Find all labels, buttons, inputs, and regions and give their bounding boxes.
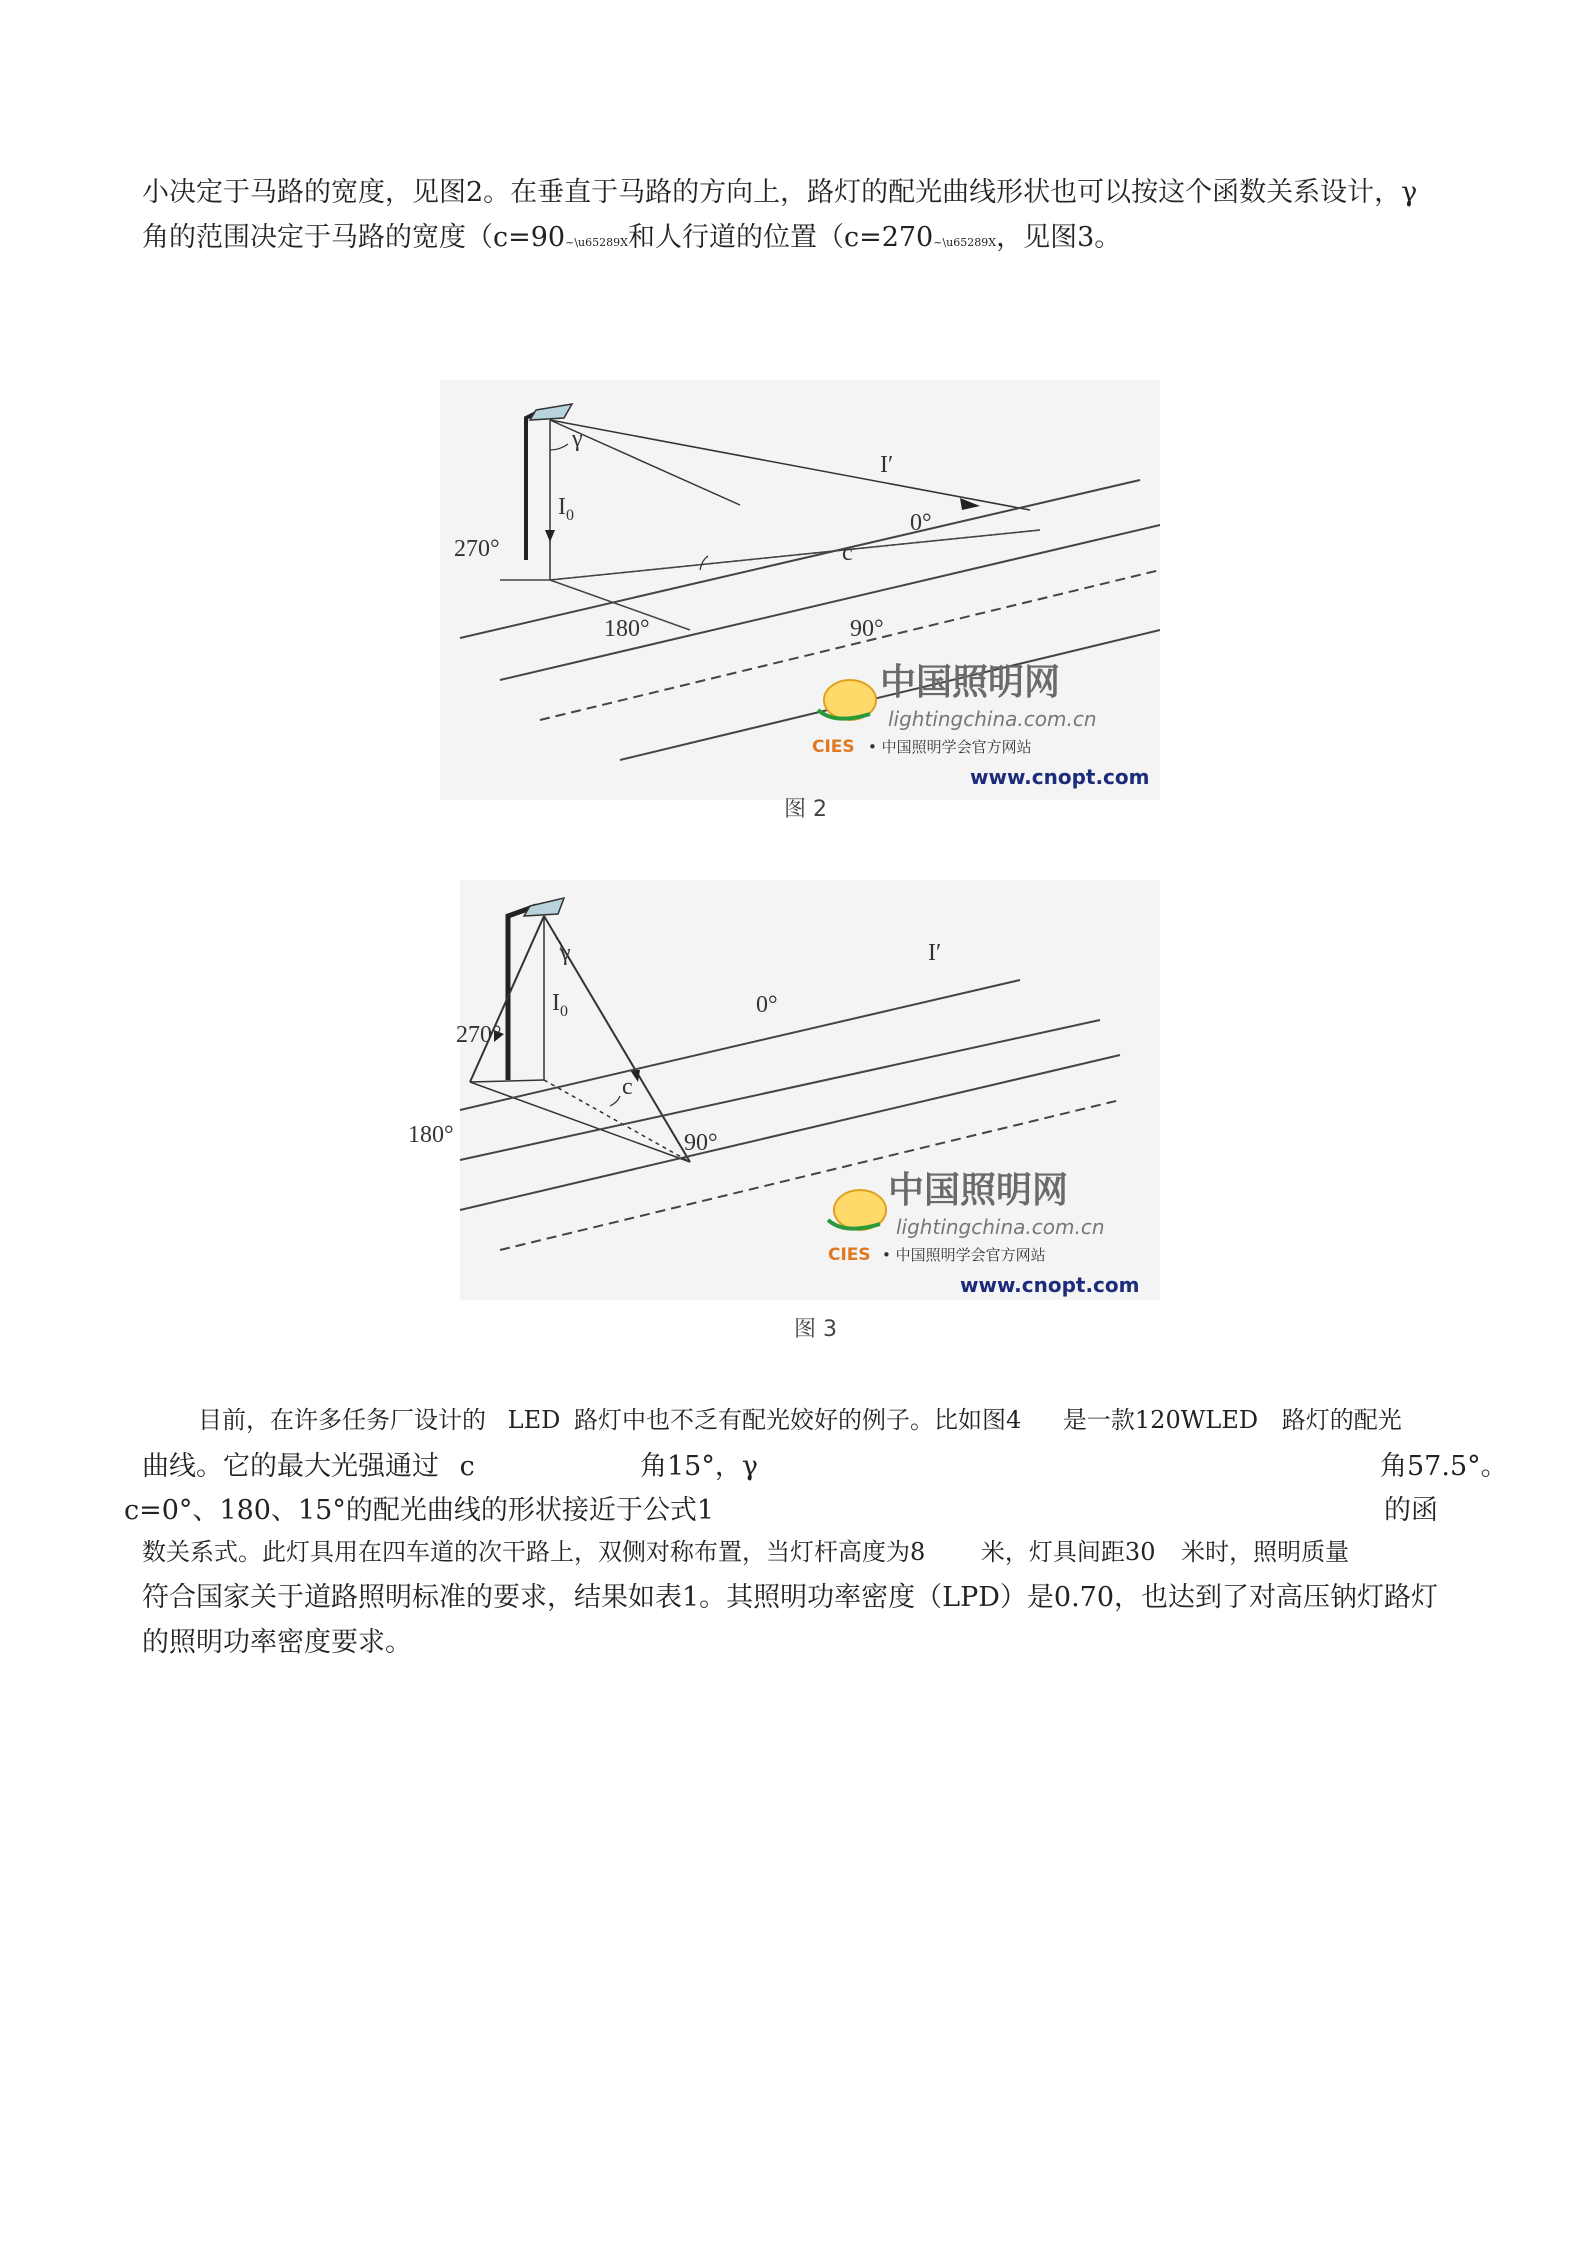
logo-url-text: lightingchina.com.cn: [888, 707, 1097, 731]
body-line-1-e: 路灯的配光: [1281, 1406, 1402, 1434]
body-line-2-d: 角57.5°。: [1380, 1451, 1508, 1482]
body-line-5: 符合国家关于道路照明标准的要求，结果如表1。其照明功率密度（LPD）是0.70，也达到了对高压钠灯路灯: [142, 1582, 1439, 1613]
logo-cies-text: CIES: [828, 1245, 871, 1265]
logo-cn-text: 中国照明网: [888, 1170, 1069, 1211]
body-line-4: [142, 1532, 1349, 1567]
label-i-prime: I′: [928, 940, 942, 966]
figure-3-diagram: [408, 880, 1160, 1300]
label-180-deg: 180°: [408, 1122, 454, 1148]
logo-sub-text: • 中国照明学会官方网站: [882, 1246, 1046, 1264]
body-line-3-b: 的函: [1384, 1495, 1438, 1526]
body-line-4-b: 米，灯具间距30: [980, 1538, 1156, 1566]
intro-line-2-code-2: ~\u65289X: [933, 236, 997, 249]
logo-cn-text: 中国照明网: [880, 662, 1061, 703]
intro-line-2-part-c: 和人行道的位置（c=270: [627, 222, 934, 253]
intro-line-1: 小决定于马路的宽度，见图2。在垂直于马路的方向上，路灯的配光曲线形状也可以按这个函数关系设计，γ: [142, 177, 1418, 208]
body-line-6: 的照明功率密度要求。: [142, 1627, 412, 1658]
intro-line-2-part-a: 角的范围决定于马路的宽度（c=90: [142, 222, 566, 253]
logo-sub-text: • 中国照明学会官方网站: [868, 738, 1032, 756]
body-line-4-a: 数关系式。此灯具用在四车道的次干路上，双侧对称布置，当灯杆高度为8: [142, 1538, 926, 1566]
label-180-deg: 180°: [604, 616, 650, 642]
body-line-2: [142, 1444, 475, 1483]
body-line-1-d: 是一款120WLED: [1062, 1406, 1259, 1434]
intro-line-2-code-1: ~\u65289X: [565, 236, 628, 249]
label-c: c: [622, 1074, 633, 1100]
label-90-deg: 90°: [850, 616, 884, 642]
intro-line-2: [142, 215, 1121, 254]
label-i-prime: I′: [880, 452, 894, 478]
logo-cies-text: CIES: [812, 737, 855, 757]
logo-www-text: www.cnopt.com: [970, 765, 1150, 789]
logo-www-text: www.cnopt.com: [960, 1273, 1140, 1297]
label-270-deg: 270°: [454, 536, 500, 562]
body-line-2-a: 曲线。它的最大光强通过: [142, 1451, 439, 1482]
figure-3: [408, 880, 1160, 1300]
figure-2: [440, 380, 1160, 800]
label-90-deg: 90°: [684, 1130, 718, 1156]
label-0-deg: 0°: [756, 992, 778, 1018]
figure-3-caption: 图 3: [794, 1317, 837, 1342]
body-line-2-b: c: [459, 1451, 475, 1482]
body-line-2-c: 角15°，γ: [640, 1451, 758, 1482]
body-line-1-c: 路灯中也不乏有配光姣好的例子。比如图4: [573, 1406, 1022, 1434]
body-line-1: [198, 1400, 1402, 1435]
label-gamma: γ: [572, 426, 583, 452]
body-line-4-c: 米时，照明质量: [1181, 1538, 1350, 1566]
figure-2-caption: 图 2: [784, 797, 827, 822]
label-i0: $I_0$: [552, 990, 568, 1020]
label-0-deg: 0°: [910, 510, 932, 536]
body-line-3-a: c=0°、180、15°的配光曲线的形状接近于公式1: [124, 1495, 714, 1526]
body-line-1-b: LED: [507, 1406, 561, 1434]
label-i0: $I_0$: [558, 494, 574, 524]
logo-url-text: lightingchina.com.cn: [896, 1215, 1105, 1239]
label-gamma: γ: [560, 940, 571, 966]
label-c: c: [842, 540, 853, 566]
figure-2-diagram: [440, 380, 1160, 800]
label-270-deg: 270°: [456, 1022, 502, 1048]
intro-line-2-part-e: ，见图3。: [996, 222, 1122, 253]
body-line-1-a: 目前，在许多任务厂设计的: [198, 1406, 486, 1434]
